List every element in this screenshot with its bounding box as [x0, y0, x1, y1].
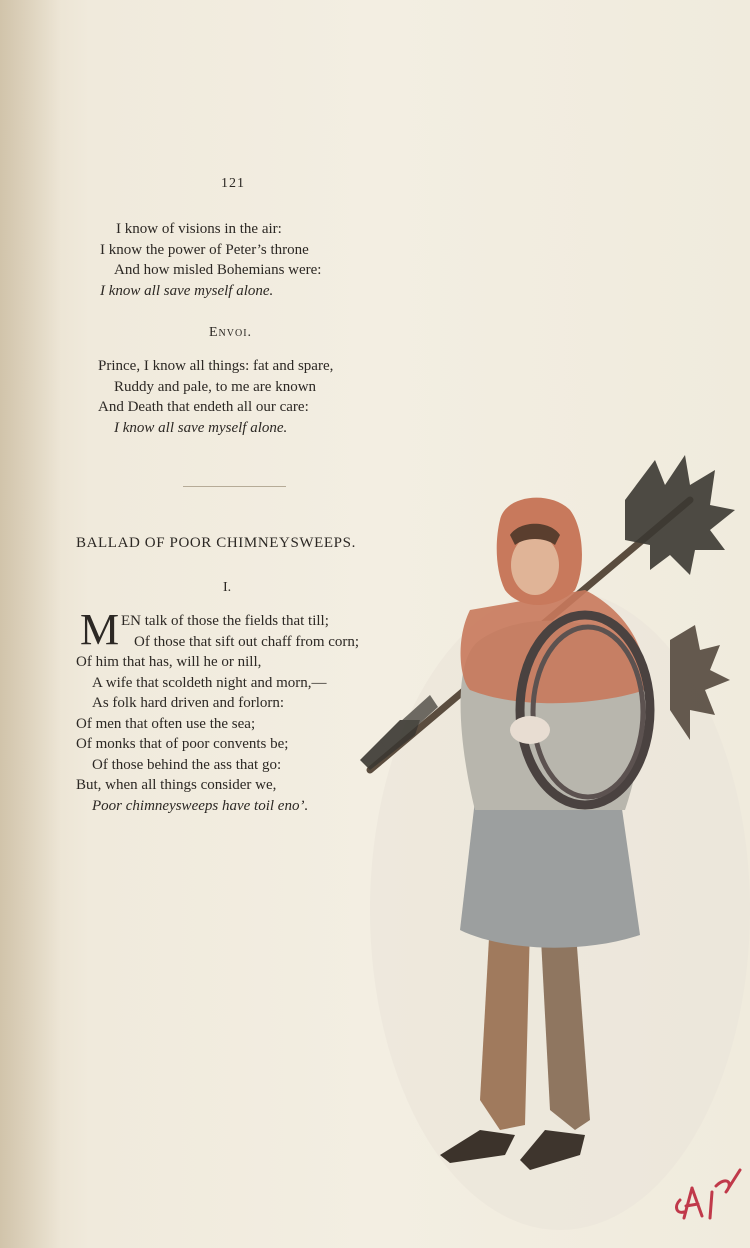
drop-cap: M — [80, 605, 120, 654]
section-number: I. — [223, 580, 232, 595]
refrain-line: I know all save myself alone. — [100, 282, 274, 299]
verse-line: Of him that has, will he or nill, — [76, 654, 262, 670]
page-number: 121 — [221, 176, 245, 191]
envoi-title: Envoi. — [209, 325, 253, 340]
verse-line: Of men that often use the sea; — [76, 715, 256, 732]
verse-line: Of those behind the ass that go: — [92, 756, 282, 773]
verse-line: Ruddy and pale, to me are known — [114, 378, 317, 395]
verse-line: Of those that sift out chaff from corn; — [134, 633, 360, 650]
verse-line: I know of visions in the air: — [116, 221, 282, 237]
verse-line: And Death that endeth all our care: — [98, 399, 309, 415]
chimneysweep-illustration — [340, 440, 750, 1230]
verse-line: I know the power of Peter’s throne — [100, 241, 309, 258]
refrain-line: I know all save myself alone. — [114, 419, 288, 436]
verse-line: As folk hard driven and forlorn: — [92, 695, 285, 711]
refrain-line: Poor chimneysweeps have toil eno’. — [92, 797, 309, 814]
verse-line: But, when all things consider we, — [76, 777, 277, 793]
verse-line: A wife that scoldeth night and morn,— — [92, 674, 327, 691]
artist-signature — [672, 1162, 744, 1226]
section-divider — [183, 486, 286, 487]
stanza-top — [100, 219, 321, 301]
ballad-stanza — [76, 605, 360, 816]
ballad-title: BALLAD OF POOR CHIMNEYSWEEPS. — [76, 535, 356, 551]
verse-line: Of monks that of poor convents be; — [76, 736, 289, 752]
page-gutter-shadow — [0, 0, 60, 1248]
envoi-stanza — [98, 356, 333, 438]
verse-line: And how misled Bohemians were: — [114, 262, 322, 278]
verse-line: EN talk of those the fields that till; — [121, 613, 329, 629]
verse-line: Prince, I know all things: fat and spare, — [98, 358, 334, 374]
